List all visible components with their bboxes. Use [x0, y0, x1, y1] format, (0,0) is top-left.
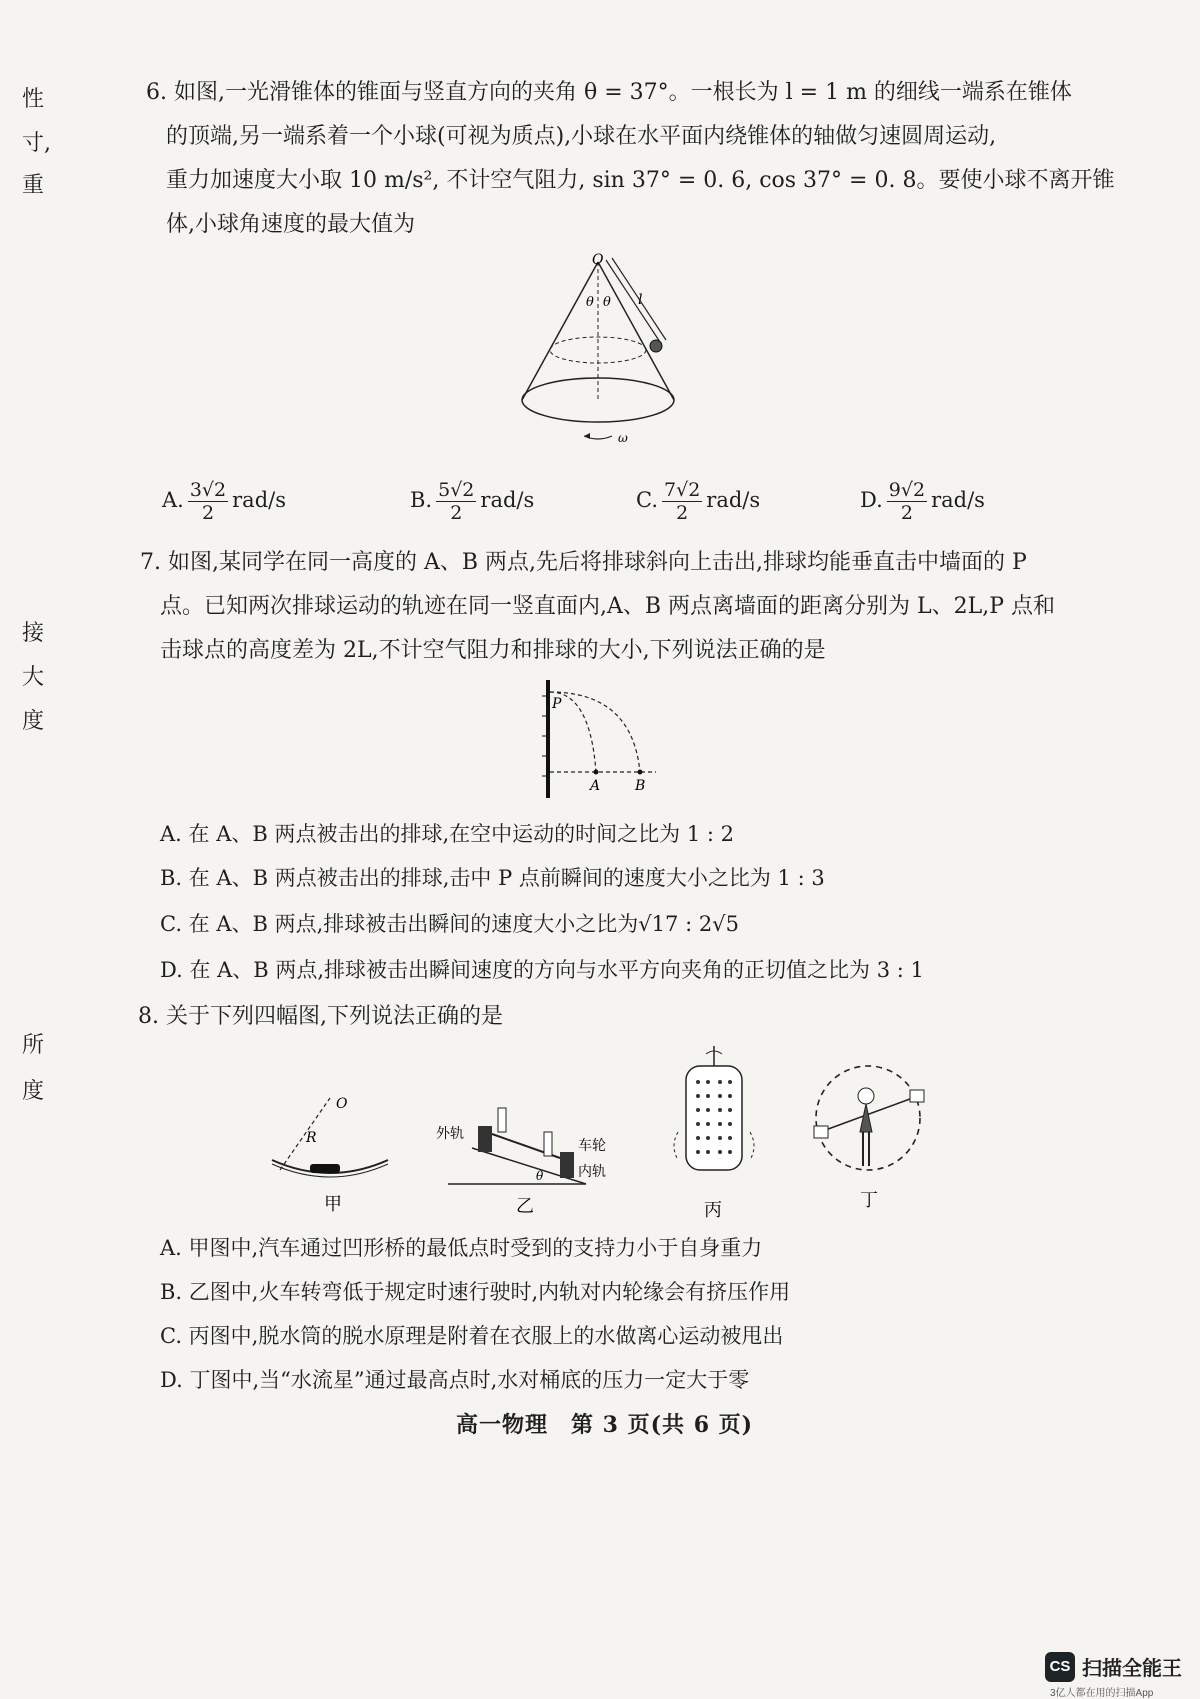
q7-option-c: C. 在 A、B 两点,排球被击出瞬间的速度大小之比为√17 : 2√5	[160, 912, 739, 936]
q7-option-b: B. 在 A、B 两点被击出的排球,击中 P 点前瞬间的速度大小之比为 1 : 3	[160, 866, 825, 890]
spin-dryer-icon	[686, 1066, 742, 1170]
outer-wheel	[478, 1126, 492, 1152]
q8-option-c: C. 丙图中,脱水筒的脱水原理是附着在衣服上的水做离心运动被甩出	[160, 1324, 784, 1348]
point-a	[594, 770, 599, 775]
q6-option-b: B. $\frac{5√2}{2}$ rad/s	[410, 479, 535, 524]
bucket-icon	[910, 1090, 924, 1102]
length-label: l	[638, 292, 643, 308]
q6-line-2: 的顶端,另一端系着一个小球(可视为质点),小球在水平面内绕锥体的轴做匀速圆周运动,	[166, 124, 997, 149]
caption-bing: 丙	[704, 1200, 722, 1221]
q7-option-a: A. 在 A、B 两点被击出的排球,在空中运动的时间之比为 1 : 2	[160, 822, 734, 846]
margin-mark: 所	[22, 1033, 45, 1058]
q7-option-d: D. 在 A、B 两点,排球被击出瞬间速度的方向与水平方向夹角的正切值之比为 3 : 1	[160, 958, 924, 982]
car-icon	[310, 1164, 340, 1173]
outer-rail-label: 外轨	[436, 1126, 464, 1142]
ball-icon	[650, 340, 662, 352]
q7-line-3: 击球点的高度差为 2L,不计空气阻力和排球的大小,下列说法正确的是	[160, 638, 826, 663]
inner-rail-label: 内轨	[578, 1164, 606, 1180]
margin-mark: 度	[22, 709, 45, 734]
q6-line-3: 重力加速度大小取 10 m/s², 不计空气阻力, sin 37° = 0. 6, cos 37° = 0. 8。要使小球不离开锥	[166, 168, 1115, 193]
q6-option-c: C. $\frac{7√2}{2}$ rad/s	[636, 479, 761, 524]
camscanner-logo-icon: CS	[1045, 1652, 1075, 1682]
wheel-label: 车轮	[578, 1138, 606, 1154]
q7-line-1: 7. 如图,某同学在同一高度的 A、B 两点,先后将排球斜向上击出,排球均能垂直击中墙面的 P	[140, 550, 1027, 575]
caption-yi: 乙	[516, 1196, 534, 1217]
theta-label: θ	[586, 295, 594, 310]
theta-label: θ	[603, 295, 611, 310]
camscanner-tagline: 3亿人都在用的扫描App	[1050, 1688, 1154, 1699]
q6-option-d: D. $\frac{9√2}{2}$ rad/s	[860, 479, 985, 524]
omega-label: ω	[618, 431, 628, 445]
figure-ding	[806, 1050, 936, 1226]
q6-line-4: 体,小球角速度的最大值为	[166, 212, 415, 237]
volleyball-figure	[530, 676, 670, 802]
slope-theta-label: θ	[536, 1169, 544, 1183]
inner-wheel	[560, 1152, 574, 1178]
q8-option-d: D. 丁图中,当“水流星”通过最高点时,水对桶底的压力一定大于零	[160, 1368, 750, 1392]
point-b-label: B	[635, 778, 646, 794]
caption-ding: 丁	[860, 1190, 878, 1211]
q7-line-2: 点。已知两次排球运动的轨迹在同一竖直面内,A、B 两点离墙面的距离分别为 L、2L,P 点和	[160, 594, 1056, 619]
figure-jia	[264, 1086, 404, 1226]
bucket-icon	[814, 1126, 828, 1138]
figure-yi	[432, 1094, 622, 1224]
q8-line-1: 8. 关于下列四幅图,下列说法正确的是	[138, 1004, 503, 1029]
margin-mark: 大	[22, 665, 45, 690]
point-a-label: A	[590, 778, 601, 794]
figure-bing	[664, 1042, 764, 1226]
point-b	[638, 770, 643, 775]
person-head	[858, 1088, 874, 1104]
page-footer: 高一物理 第 3 页(共 6 页)	[456, 1412, 754, 1438]
cone-figure	[510, 250, 710, 450]
center-o-label: O	[336, 1096, 348, 1112]
margin-mark: 性	[22, 87, 45, 112]
q8-option-a: A. 甲图中,汽车通过凹形桥的最低点时受到的支持力小于自身重力	[160, 1236, 763, 1260]
margin-mark: 寸,	[22, 131, 51, 156]
margin-mark: 接	[22, 621, 45, 646]
caption-jia: 甲	[324, 1194, 342, 1215]
q6-option-a: A. $\frac{3√2}{2}$ rad/s	[162, 479, 286, 524]
q8-option-b: B. 乙图中,火车转弯低于规定时速行驶时,内轨对内轮缘会有挤压作用	[160, 1280, 791, 1304]
margin-mark: 度	[22, 1079, 45, 1104]
q6-line-1: 6. 如图,一光滑锥体的锥面与竖直方向的夹角 θ = 37°。一根长为 l = 1 m 的细线一端系在锥体	[146, 80, 1072, 105]
radius-label: R	[306, 1130, 317, 1146]
point-p-label: P	[552, 696, 562, 712]
camscanner-name: 扫描全能王	[1082, 1658, 1182, 1680]
apex-label: O	[592, 252, 604, 268]
margin-mark: 重	[22, 173, 45, 198]
